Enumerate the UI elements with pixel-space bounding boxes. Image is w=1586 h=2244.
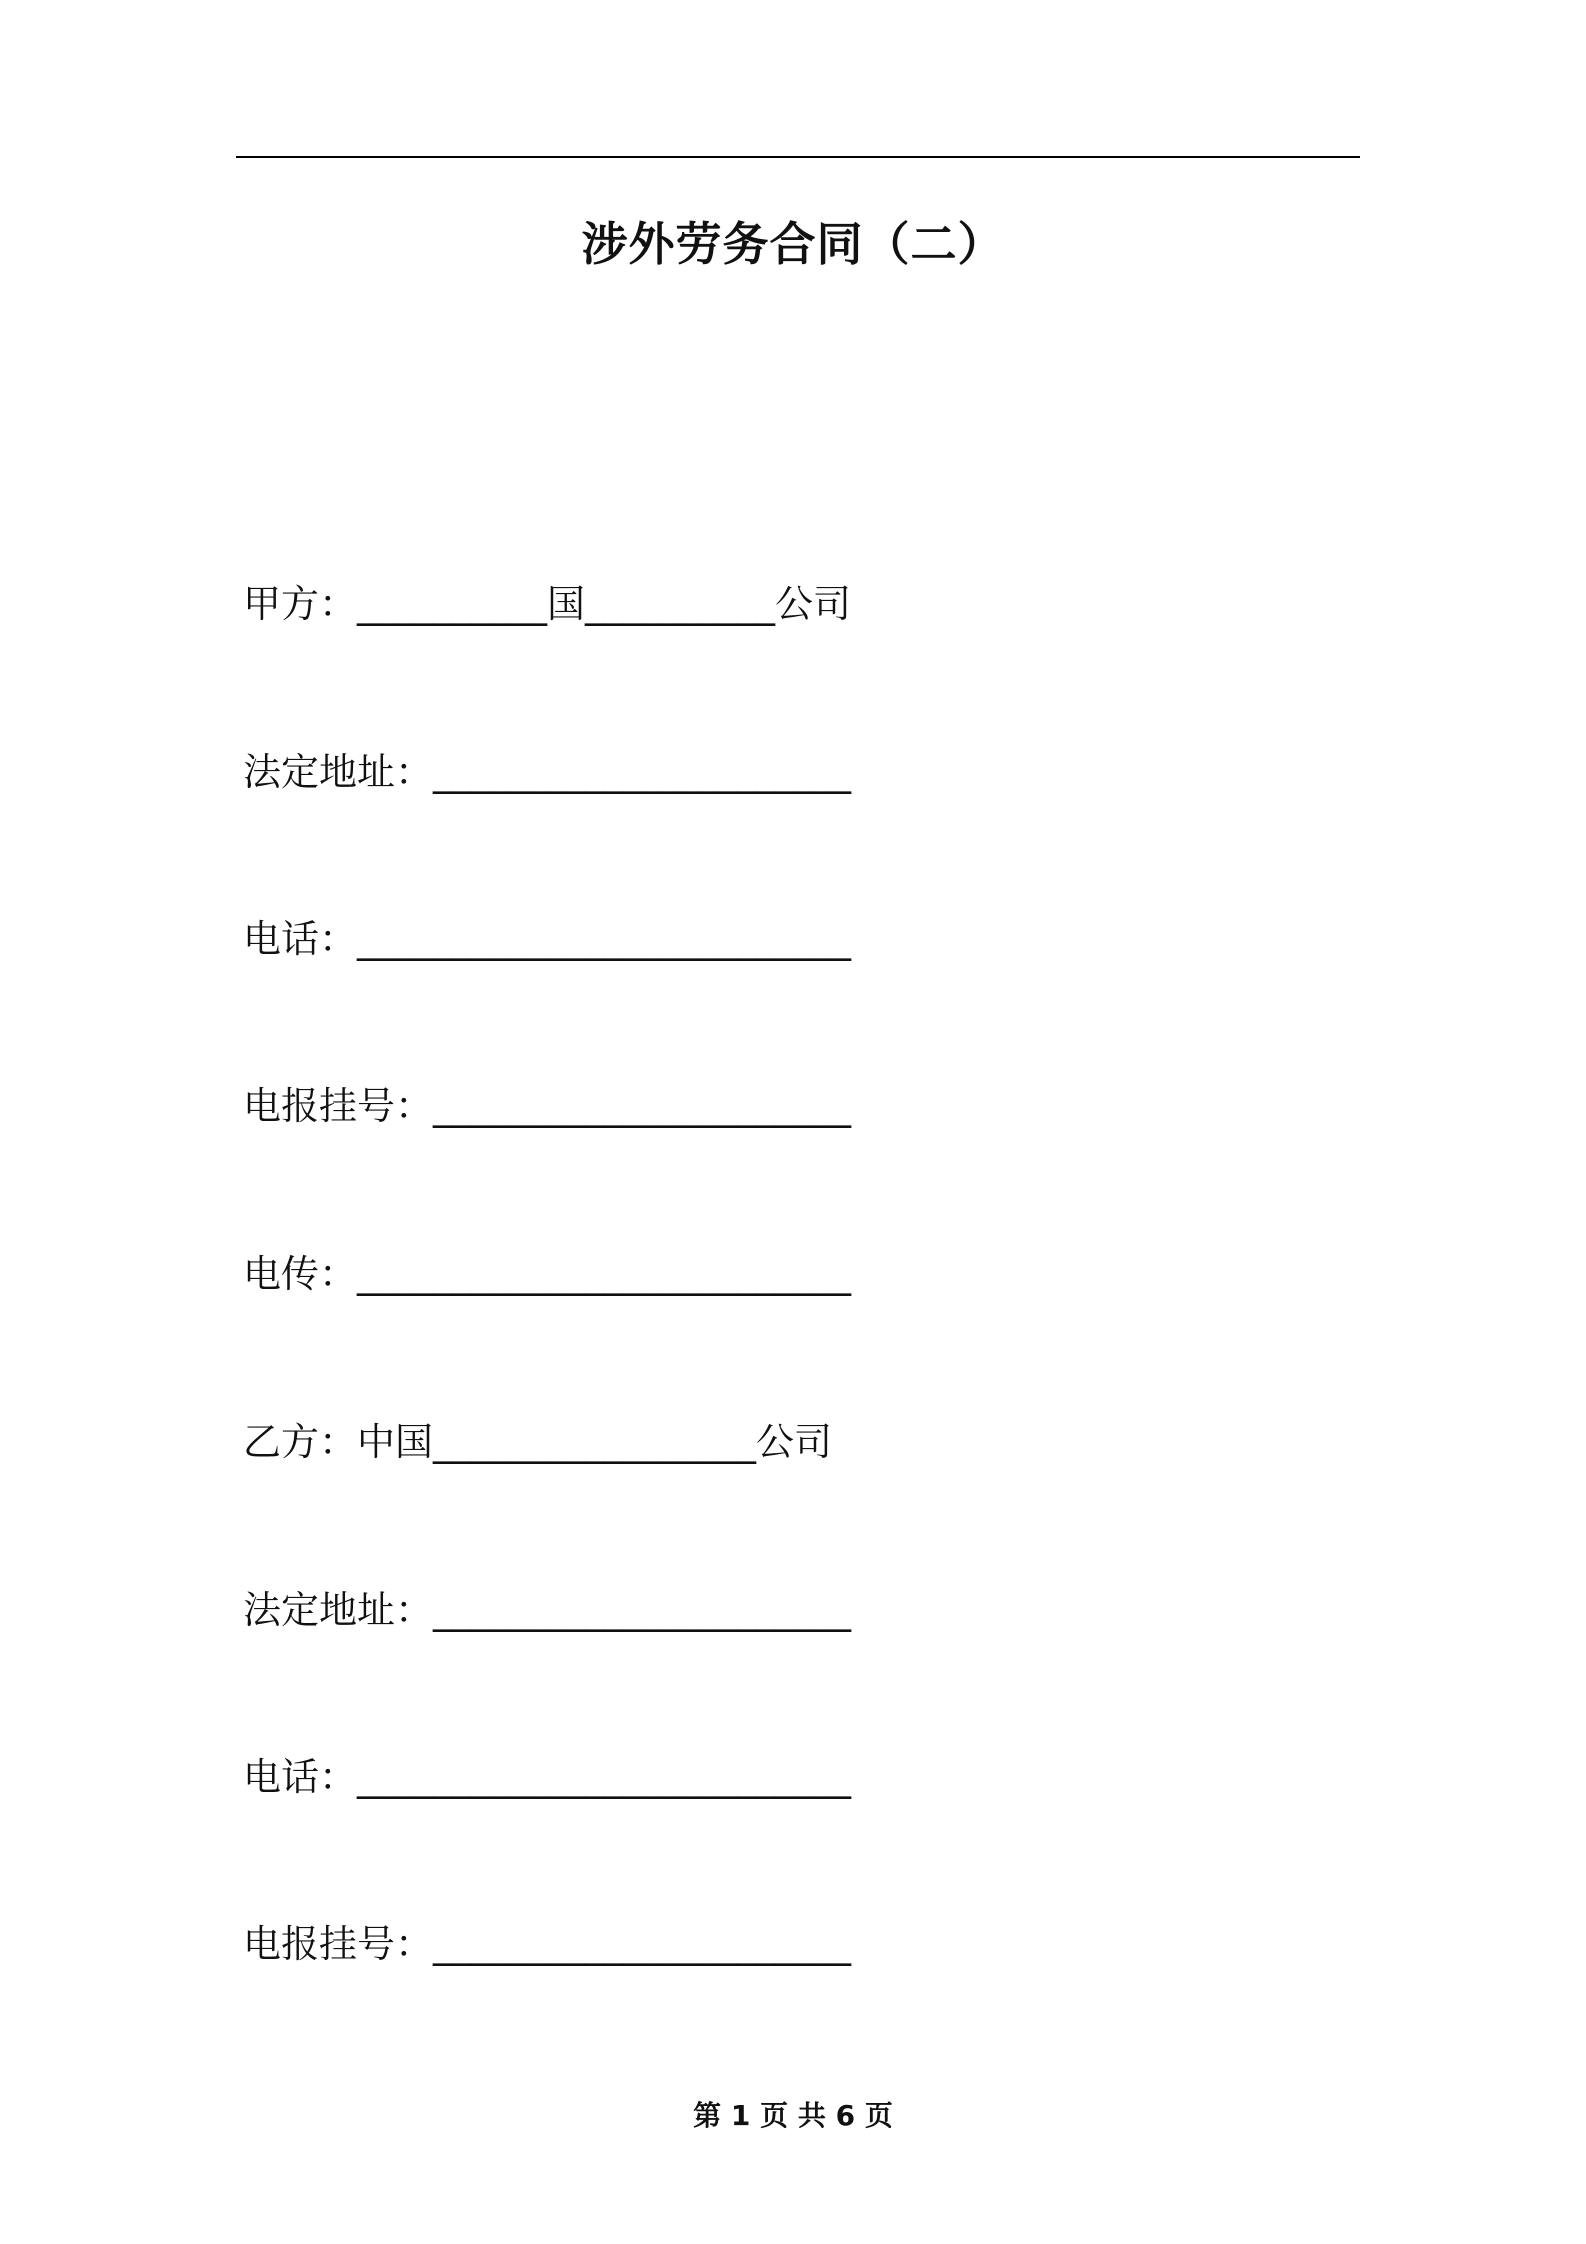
party-a-address: 法定地址：______________________ <box>243 750 852 794</box>
document-title: 涉外劳务合同（二） <box>581 217 1005 271</box>
party-a-name: 甲方：__________国__________公司 <box>243 582 852 626</box>
party-b-address: 法定地址：______________________ <box>243 1588 852 1632</box>
page-footer: 第 1 页 共 6 页 <box>693 2099 893 2132</box>
party-b-phone: 电话：__________________________ <box>243 1755 852 1799</box>
party-a-telex: 电传：__________________________ <box>243 1252 852 1296</box>
party-a-phone: 电话：__________________________ <box>243 917 852 961</box>
party-b-name: 乙方：中国_________________公司 <box>243 1420 833 1464</box>
header-rule <box>236 156 1360 158</box>
party-a-cable: 电报挂号：______________________ <box>243 1084 852 1128</box>
party-b-cable: 电报挂号：______________________ <box>243 1922 852 1966</box>
